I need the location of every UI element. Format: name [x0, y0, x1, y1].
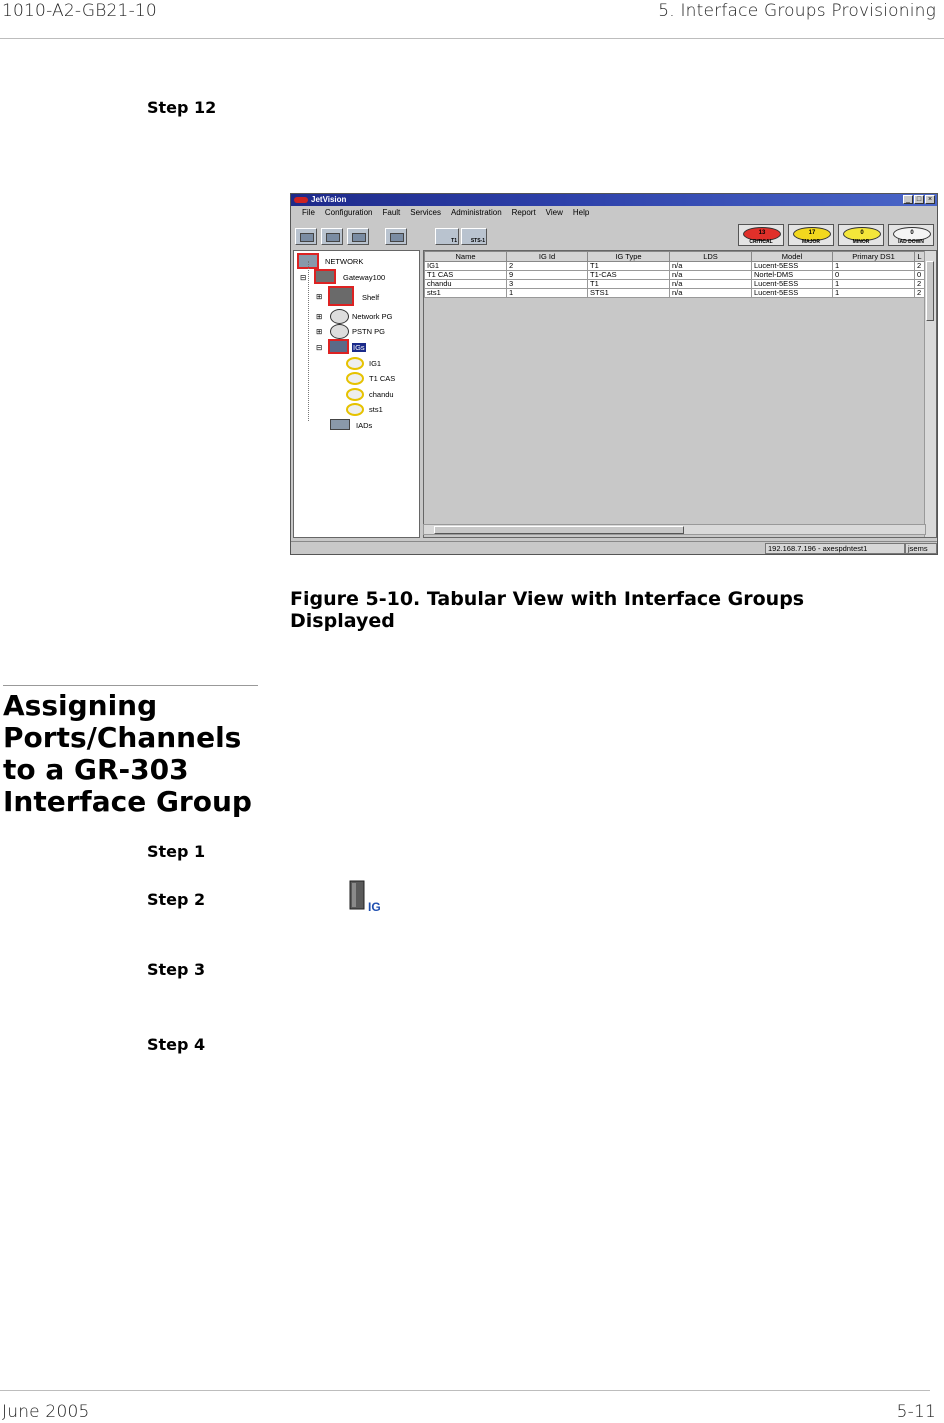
toolbar-t1-button[interactable] — [435, 228, 459, 245]
toolbar-database-button[interactable] — [295, 228, 317, 245]
table-row[interactable] — [425, 262, 925, 271]
cell: n/a — [670, 280, 752, 289]
tree-iads[interactable]: IADs — [356, 421, 373, 430]
alarm-iad-down[interactable] — [888, 224, 934, 246]
step-12-label: Step 12 — [147, 98, 217, 117]
t1-label: T1 — [451, 238, 457, 244]
menu-fault[interactable]: Fault — [382, 208, 401, 217]
menu-services[interactable]: Services — [410, 208, 441, 217]
figure-caption-line2: Displayed — [290, 610, 395, 632]
col-ig-id[interactable]: IG Id — [507, 252, 588, 262]
alarm-major-count: 17 — [793, 227, 831, 241]
cell: 2 — [915, 289, 925, 298]
section-heading-line2: Ports/Channels — [3, 721, 242, 754]
step-4-label: Step 4 — [147, 1035, 206, 1054]
tree-sts1[interactable]: sts1 — [369, 405, 383, 414]
page-number: 5-11 — [896, 1402, 936, 1422]
shelf-icon — [328, 286, 354, 306]
ig-icon — [346, 372, 364, 385]
folder-icon — [352, 233, 366, 242]
alarm-iad-down-label: IAD DOWN — [898, 239, 924, 245]
database-icon — [300, 233, 314, 242]
interface-groups-table — [423, 250, 937, 538]
iads-icon — [330, 419, 350, 430]
col-l[interactable]: L — [915, 252, 925, 262]
app-logo-icon — [294, 197, 308, 203]
menu-configuration[interactable]: Configuration — [324, 208, 373, 217]
col-primary-ds1[interactable]: Primary DS1 — [833, 252, 915, 262]
close-icon[interactable]: × — [925, 195, 935, 204]
network-pg-icon — [330, 309, 349, 324]
cell: STS1 — [588, 289, 670, 298]
status-bar — [291, 541, 937, 554]
cell: T1 CAS — [425, 271, 507, 280]
alarm-critical-count: 13 — [743, 227, 781, 241]
menu-bar — [291, 207, 937, 219]
toolbar-refresh-button[interactable] — [385, 228, 407, 245]
alarm-major[interactable] — [788, 224, 834, 246]
pstn-pg-icon — [330, 324, 349, 339]
folder-open-icon — [326, 233, 340, 242]
cell: n/a — [670, 271, 752, 280]
col-ig-type[interactable]: IG Type — [588, 252, 670, 262]
col-name[interactable]: Name — [425, 252, 507, 262]
ig-icon — [346, 403, 364, 416]
menu-report[interactable]: Report — [511, 208, 536, 217]
tree-ig1[interactable]: IG1 — [369, 359, 382, 368]
tree-pstn-pg[interactable]: PSTN PG — [352, 327, 385, 336]
section-heading-line1: Assigning — [3, 689, 158, 722]
cell: T1 — [588, 262, 670, 271]
window-titlebar — [291, 194, 937, 206]
menu-file[interactable]: File — [302, 208, 315, 217]
vertical-scroll-thumb[interactable] — [926, 261, 934, 321]
tree-t1cas[interactable]: T1 CAS — [369, 374, 396, 383]
refresh-icon — [390, 233, 404, 242]
footer-rule — [0, 1390, 930, 1391]
expand-icon[interactable]: ⊞ — [316, 327, 323, 336]
cell: 1 — [833, 262, 915, 271]
menu-administration[interactable]: Administration — [450, 208, 502, 217]
tree-connector — [308, 261, 310, 421]
gateway-icon — [314, 269, 336, 284]
cell: 2 — [915, 262, 925, 271]
alarm-minor-label: MINOR — [852, 239, 870, 245]
expand-icon[interactable]: ⊞ — [316, 292, 323, 301]
vertical-scrollbar[interactable] — [924, 251, 936, 537]
alarm-critical-label: CRITICAL — [749, 239, 773, 245]
collapse-icon[interactable]: ⊟ — [316, 343, 323, 352]
sts1-label: STS-1 — [470, 238, 485, 244]
tree-igs[interactable]: IGs — [353, 343, 365, 352]
cell: Nortel-DMS — [752, 271, 833, 280]
toolbar-sts1-button[interactable] — [461, 228, 487, 245]
cell: 1 — [507, 289, 588, 298]
cell: IG1 — [425, 262, 507, 271]
cell: sts1 — [425, 289, 507, 298]
cell: Lucent-5ESS — [752, 289, 833, 298]
tree-network[interactable]: NETWORK — [325, 257, 364, 266]
step-2-label: Step 2 — [147, 890, 206, 909]
cell: 1 — [833, 289, 915, 298]
cell: T1-CAS — [588, 271, 670, 280]
cell: 1 — [833, 280, 915, 289]
section-rule — [3, 685, 258, 686]
table-row[interactable] — [425, 271, 925, 280]
menu-view[interactable]: View — [545, 208, 563, 217]
cell: 3 — [507, 280, 588, 289]
network-tree — [293, 250, 420, 538]
alarm-critical[interactable] — [738, 224, 784, 246]
section-heading-line4: Interface Group — [3, 785, 252, 818]
section-heading-line3: to a GR-303 — [3, 753, 189, 786]
maximize-icon[interactable]: □ — [914, 195, 924, 204]
svg-text:IG: IG — [368, 900, 381, 914]
table-row[interactable] — [425, 280, 925, 289]
toolbar-folder-button[interactable] — [347, 228, 369, 245]
tree-gateway[interactable]: Gateway100 — [343, 273, 386, 282]
ig-icon — [346, 388, 364, 401]
tree-shelf[interactable]: Shelf — [362, 293, 380, 302]
collapse-icon[interactable]: ⊟ — [300, 273, 307, 282]
toolbar-open-button[interactable] — [321, 228, 343, 245]
menu-help[interactable]: Help — [572, 208, 590, 217]
alarm-minor[interactable] — [838, 224, 884, 246]
jetvision-window — [290, 193, 938, 555]
cell: 0 — [915, 271, 925, 280]
alarm-iad-down-count: 0 — [893, 227, 931, 241]
alarm-minor-count: 0 — [843, 227, 881, 241]
ig-toolbar-icon — [348, 880, 384, 914]
minimize-icon[interactable]: _ — [903, 195, 913, 204]
footer-date: June 2005 — [2, 1402, 90, 1422]
tree-network-pg[interactable]: Network PG — [352, 312, 393, 321]
chapter-title: 5. Interface Groups Provisioning — [658, 1, 936, 21]
step-1-label: Step 1 — [147, 842, 206, 861]
col-model[interactable]: Model — [752, 252, 833, 262]
figure-caption — [290, 588, 890, 632]
cell: 2 — [915, 280, 925, 289]
cell: 9 — [507, 271, 588, 280]
cell: Lucent-5ESS — [752, 280, 833, 289]
alarm-major-label: MAJOR — [801, 239, 821, 245]
cell: n/a — [670, 262, 752, 271]
ig-icon — [346, 357, 364, 370]
cell: chandu — [425, 280, 507, 289]
cell: 0 — [833, 271, 915, 280]
cell: T1 — [588, 280, 670, 289]
figure-caption-line1: Figure 5-10. Tabular View with Interface Groups — [290, 588, 805, 610]
header-rule — [0, 38, 944, 39]
col-lds[interactable]: LDS — [670, 252, 752, 262]
window-title: JetVision — [311, 195, 347, 204]
cell: Lucent-5ESS — [752, 262, 833, 271]
step-3-label: Step 3 — [147, 960, 206, 979]
expand-icon[interactable]: ⊞ — [316, 312, 323, 321]
status-user: jsems — [905, 543, 937, 554]
cell: n/a — [670, 289, 752, 298]
igs-icon — [328, 339, 349, 354]
tree-chandu[interactable]: chandu — [369, 390, 394, 399]
document-id: 1010-A2-GB21-10 — [2, 1, 157, 21]
table-row[interactable] — [425, 289, 925, 298]
cell: 2 — [507, 262, 588, 271]
status-host: 192.168.7.196 - axespdntest1 — [765, 543, 905, 554]
horizontal-scroll-thumb[interactable] — [434, 526, 684, 534]
section-heading — [3, 690, 263, 818]
horizontal-scrollbar[interactable] — [423, 524, 926, 535]
